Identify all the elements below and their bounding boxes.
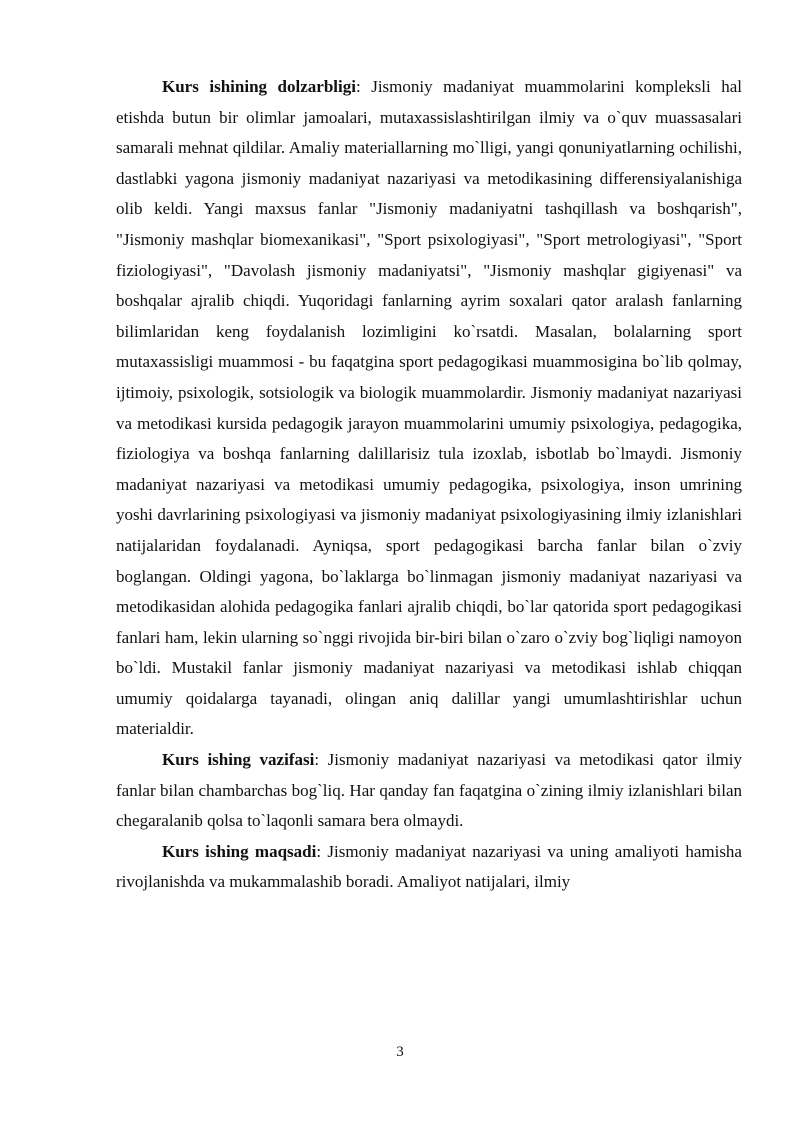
paragraph-heading: Kurs ishing maqsadi — [162, 841, 317, 861]
paragraph-text: Jismoniy madaniyat nazariyasi va uning amaliyoti hamisha rivojlanishda va mukammalashib boradi. Amaliyot natijalari, ilmiy — [116, 841, 742, 892]
paragraph-heading: Kurs ishining dolzarbligi — [162, 77, 356, 96]
paragraph-heading: Kurs ishing vazifasi — [162, 750, 315, 770]
paragraph-text: Jismoniy madaniyat muammolarini kompleksli hal etishda butun bir olimlar jamoalari, mutaxassislashtirilgan ilmiy va o`quv muassasalari samarali mehnat qildilar. Amaliy materiallarning mo`lligi, yangi qonuniyatlarning ochilishi, dastlabki yagona jismoniy madaniyat nazariyasi va metodikasining differensiyalanishiga olib keldi. Yangi maxsus fanlar "Jismoniy madaniyatni tashqillash va boshqarish", "Jismoniy mashqlar biomexanikasi", "Sport psixologiyasi", "Sport metrologiyasi", "Sport fiziologiyasi", "Davolash jismoniy madaniyatsi", "Jismoniy mashqlar gigiyenasi" va boshqalar ajralib chiqdi. Yuqoridagi fanlarning ayrim soxalari qator aralash fanlarning bilimlaridan keng foydalanish lozimligini ko`rsatdi. Masalan, bolalarning sport mutaxassisligi muammosi - bu faqatgina sport pedagogikasi muammosigina bo`lib qolmay, ijtimoiy, psixologik, sotsiologik va biologik muammolardir. Jismoniy madaniyat nazariyasi va metodikasi kursida pedagogik jarayon muammolarini umumiy psixologiya, pedagogika, fiziologiya va boshqa fanlarning dalillarisiz tula izoxlab, isbotlab bo`lmaydi. Jismoniy madaniyat nazariyasi va metodikasi umumiy pedagogika, psixologiya, inson umrining yoshi davrlarining psixologiyasi va jismoniy madaniyat psixologiyasining ilmiy izlanishlari natijalaridan foydalanadi. Ayniqsa, sport pedagogikasi barcha fanlar bilan o`zviy boglangan. Oldingi yagona, bo`laklarga bo`linmagan jismoniy madaniyat nazariyasi va metodikasidan alohida pedagogika fanlari ajralib chiqdi, bo`lar qatorida sport pedagogikasi fanlari ham, lekin ularning so`nggi rivojida bir-biri bilan o`zaro o`zviy bog`liqligi namoyon bo`ldi. Mustakil fanlar jismoniy madaniyat nazariyasi va metodikasi ishlab chiqqan umumiy qoidalarga tayanadi, olingan aniq dalillar yangi umumlashtirishlar uchun materialdir. — [116, 77, 742, 739]
paragraph-text: Jismoniy madaniyat nazariyasi va metodikasi qator ilmiy fanlar bilan chambarchas bog`liq. Har qanday fan faqatgina o`zining ilmiy izlanishlari bilan chegaralanib qolsa to`laqonli samara bera olmaydi. — [116, 750, 742, 831]
heading-separator: : — [314, 750, 320, 770]
paragraph-dolzarbligi — [116, 72, 742, 745]
heading-separator: : — [355, 77, 361, 96]
heading-separator: : — [316, 841, 322, 861]
page-number: 3 — [396, 1044, 404, 1060]
paragraph-vazifasi — [116, 745, 742, 837]
paragraph-maqsadi — [116, 837, 742, 898]
document-body — [116, 72, 742, 898]
